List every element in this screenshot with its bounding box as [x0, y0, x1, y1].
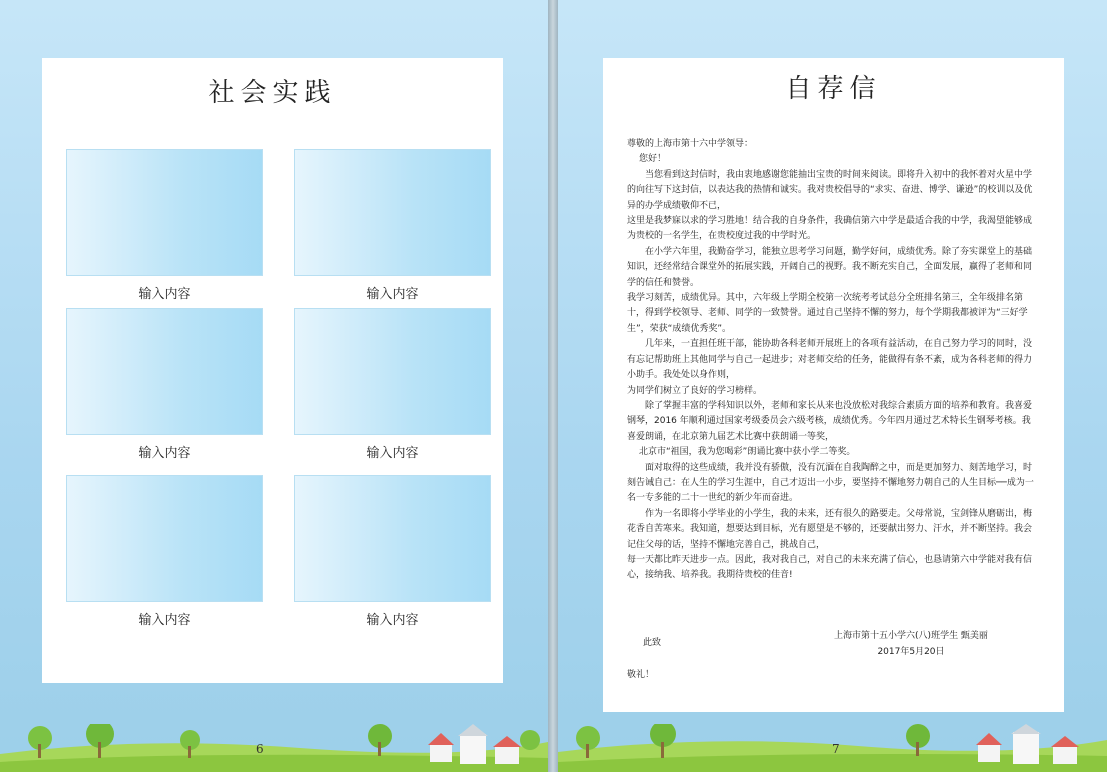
photo-caption[interactable]: 输入内容 — [138, 287, 191, 302]
letter-paragraph: 当您看到这封信时，我由衷地感谢您能抽出宝贵的时间来阅读。即将升入初中的我怀着对火星中学的向往写下这封信，以表达我的热情和诚实。我对贵校倡导的“求实、奋进、博学、谦逊”的校训以及优异的办学成绩敬仰不已， — [627, 169, 1033, 211]
letter-body — [627, 137, 1039, 584]
closing-bottom: 敬礼！ — [627, 670, 655, 680]
page-number: 7 — [832, 742, 840, 756]
page-cover-letter — [603, 58, 1064, 712]
photo-placeholder[interactable] — [66, 475, 263, 602]
page-title: 自荐信 — [785, 74, 882, 104]
page-title: 社会实践 — [208, 78, 337, 108]
greeting: 您好！ — [639, 154, 667, 165]
photo-placeholder[interactable] — [294, 308, 491, 435]
letter-paragraph: 这里是我梦寐以求的学习胜地！结合我的自身条件，我确信第六中学是最适合我的中学，我渴望能够成为贵校的一名学生，在贵校度过我的中学时光。 — [627, 216, 1033, 242]
photo-placeholder[interactable] — [294, 475, 491, 602]
letter-paragraph: 每一天都比昨天进步一点。因此，我对我自己，对自己的未来充满了信心，也恳请第六中学能对我有信心，接纳我、培养我。我期待贵校的佳音! — [627, 554, 1033, 581]
letter-paragraph: 面对取得的这些成绩，我并没有骄傲，没有沉湎在自我陶醉之中，而是更加努力、刻苦地学习，时刻告诫自己：在人生的学习生涯中，自己才迈出一小步，要坚持不懈地努力朝自己的人生目标──成为一名一专多能的二十一世纪的新少年而奋进。 — [627, 462, 1034, 504]
photo-caption[interactable]: 输入内容 — [138, 446, 191, 461]
page-social-practice — [42, 58, 503, 683]
right-spread — [558, 0, 1107, 772]
photo-placeholder[interactable] — [66, 149, 263, 276]
photo-placeholder[interactable] — [66, 308, 263, 435]
page-number: 6 — [256, 742, 264, 756]
salutation: 尊敬的上海市第十六中学领导： — [627, 139, 754, 149]
photo-caption[interactable]: 输入内容 — [366, 287, 419, 302]
signature: 上海市第十五小学六(八)班学生 甄美丽 — [834, 631, 988, 641]
photo-caption[interactable]: 输入内容 — [138, 613, 191, 628]
letter-paragraph: 为同学们树立了良好的学习榜样。 — [627, 385, 763, 396]
letter-paragraph: 作为一名即将小学毕业的小学生，我的未来，还有很久的路要走。父母常说，宝剑锋从磨砺出，梅花香自苦寒来。我知道，想要达到目标，光有愿望是不够的，还要献出努力、汗水，并不断坚持。我会记住父母的话，坚持不懈地完善自己，挑战自己， — [627, 508, 1033, 550]
letter-paragraph: 北京市“祖国，我为您喝彩”朗诵比赛中获小学二等奖。 — [639, 447, 856, 458]
letter-paragraph: 在小学六年里，我勤奋学习，能独立思考学习问题，勤学好问，成绩优秀。除了夯实课堂上的基础知识，还经常结合课堂外的拓展实践，开阔自己的视野。我不断充实自己，全面发展，赢得了老师和同学的信任和赞誉。 — [627, 246, 1033, 288]
landscape-decoration — [0, 724, 548, 772]
photo-caption[interactable]: 输入内容 — [366, 446, 419, 461]
letter-paragraph: 我学习刻苦，成绩优异。其中，六年级上学期全校第一次统考考试总分全班排名第三，全年级排名第十，得到学校领导、老师、同学的一致赞誉。通过自己坚持不懈的努力，每个学期我都被评为“三好学生”，荣获“成绩优秀奖”。 — [627, 293, 1028, 334]
date: 2017年5月20日 — [877, 647, 945, 657]
closing-left: 此致 — [643, 638, 662, 648]
letter-paragraph: 几年来，一直担任班干部，能协助各科老师开展班上的各项有益活动，在自己努力学习的同时，没有忘记帮助班上其他同学与自己一起进步；对老师交给的任务，能做得有条不紊，成为各科老师的得力小助手。我处处以身作则， — [627, 339, 1033, 381]
page-gutter — [548, 0, 558, 772]
letter-paragraph: 除了掌握丰富的学科知识以外，老师和家长从来也没放松对我综合素质方面的培养和教育。我喜爱钢琴，2016 年顺利通过国家考级委员会六级考核，成绩优秀。今年四月通过艺术特长生钢琴考核。我喜爱朗诵，在北京第九届艺术比赛中获朗诵一等奖， — [627, 400, 1033, 442]
photo-placeholder[interactable] — [294, 149, 491, 276]
photo-caption[interactable]: 输入内容 — [366, 613, 419, 628]
left-spread — [0, 0, 548, 772]
